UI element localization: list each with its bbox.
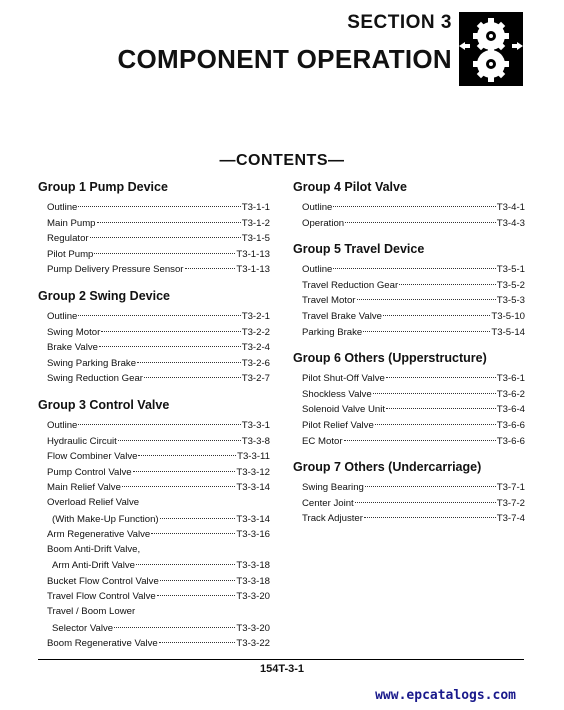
- toc-entry[interactable]: [293, 510, 525, 526]
- dot-leader: [365, 476, 496, 487]
- dot-leader: [363, 321, 490, 332]
- dot-leader: [137, 352, 241, 363]
- toc-entry-label: Center Joint: [302, 497, 354, 509]
- group-title: Group 2 Swing Device: [38, 288, 170, 303]
- dot-leader: [364, 507, 496, 518]
- dot-leader: [151, 523, 235, 534]
- page-title: COMPONENT OPERATION: [117, 44, 452, 74]
- dot-leader: [386, 398, 496, 409]
- toc-entry-label: Operation: [302, 217, 345, 229]
- toc-entry-page: T3-6-1: [496, 373, 525, 385]
- toc-entry-label: Boom Regenerative Valve: [47, 638, 158, 650]
- toc-entry-label: Swing Motor: [47, 326, 101, 338]
- toc-entry[interactable]: [38, 635, 270, 651]
- toc-entry-page: T3-3-20: [236, 591, 270, 603]
- toc-entry-label: Pilot Shut-Off Valve: [302, 373, 385, 385]
- toc-entry-label: Swing Reduction Gear: [47, 373, 143, 385]
- watermark: www.epcatalogs.com: [375, 688, 516, 703]
- toc-entry-label: Pilot Relief Valve: [302, 419, 374, 431]
- toc-entry-label: Outline: [302, 264, 333, 276]
- toc-entry-label: EC Motor: [302, 435, 343, 447]
- dot-leader: [375, 414, 496, 425]
- dot-leader: [78, 196, 240, 207]
- group-title: Group 7 Others (Undercarriage): [293, 460, 482, 475]
- toc-entry-page: T3-3-16: [236, 529, 270, 541]
- toc-entry[interactable]: [38, 526, 270, 542]
- toc-entry-label: Parking Brake: [302, 326, 363, 338]
- toc-group: [293, 349, 525, 448]
- toc-group: [38, 396, 270, 651]
- footer-divider: [38, 659, 524, 660]
- dot-leader: [114, 617, 235, 628]
- toc-entry[interactable]: [293, 433, 525, 449]
- contents-heading: —CONTENTS—: [219, 152, 345, 169]
- dot-leader: [386, 367, 496, 378]
- dot-leader: [133, 461, 236, 472]
- toc-entry-page: T3-5-1: [496, 264, 525, 276]
- toc-entry-page: T3-6-6: [496, 419, 525, 431]
- toc-entry-page: T3-2-4: [241, 342, 270, 354]
- dot-leader: [90, 227, 241, 238]
- toc-entry-page: T3-5-10: [491, 310, 525, 322]
- toc-entry-page: T3-6-2: [496, 388, 525, 400]
- toc-entry-page: T3-6-4: [496, 404, 525, 416]
- toc-entry-page: T3-2-1: [241, 310, 270, 322]
- section-label: SECTION 3: [347, 12, 452, 33]
- toc-entry-label: Travel / Boom Lower: [47, 606, 136, 618]
- toc-entry-label: Travel Brake Valve: [302, 310, 382, 322]
- toc-entry-label: Outline: [302, 202, 333, 213]
- dot-leader: [185, 258, 236, 269]
- group-title: Group 5 Travel Device: [293, 242, 425, 257]
- toc-entry-page: T3-3-14: [236, 482, 270, 494]
- toc-entry-page: T3-1-2: [241, 217, 270, 229]
- dot-leader: [333, 196, 495, 207]
- dot-leader: [99, 336, 241, 347]
- toc-entry-label: Pump Delivery Pressure Sensor: [47, 264, 184, 276]
- toc-entry-page: T3-6-6: [496, 435, 525, 447]
- dot-leader: [333, 258, 495, 269]
- toc-entry[interactable]: [38, 479, 270, 495]
- toc-entry-page: T3-3-22: [236, 638, 270, 650]
- toc-entry-page: T3-2-7: [241, 373, 270, 385]
- toc-entry-label: Travel Flow Control Valve: [47, 591, 156, 603]
- dot-leader: [160, 508, 236, 519]
- toc-group: [293, 178, 525, 230]
- toc-group: [38, 178, 270, 277]
- dot-leader: [357, 289, 496, 300]
- toc-entry-page: T3-3-18: [236, 575, 270, 587]
- toc-entry-page: T3-1-1: [241, 202, 270, 213]
- dot-leader: [159, 632, 236, 643]
- toc-entry-page: T3-3-18: [236, 560, 270, 572]
- dot-leader: [138, 445, 236, 456]
- toc-group: [38, 287, 270, 386]
- toc-entry-label: Boom Anti-Drift Valve,: [47, 543, 141, 555]
- page-number: 154T-3-1: [259, 663, 305, 675]
- toc-entry-label: Outline: [47, 419, 78, 431]
- toc-entry-page: T3-3-11: [237, 451, 270, 463]
- toc-entry-label: Shockless Valve: [302, 388, 372, 400]
- toc-entry[interactable]: [293, 215, 525, 231]
- toc-entry-label: Pilot Pump: [47, 248, 94, 260]
- dot-leader: [136, 554, 235, 565]
- dot-leader: [101, 321, 240, 332]
- toc-group: [293, 240, 525, 339]
- toc-entry-page: T3-5-3: [496, 295, 525, 307]
- toc-entry[interactable]: [38, 370, 270, 386]
- toc-entry-page: T3-1-5: [241, 233, 270, 245]
- toc-entry-page: T3-1-13: [236, 264, 270, 276]
- dot-leader: [144, 367, 241, 378]
- toc-entry-label: Arm Regenerative Valve: [47, 529, 151, 541]
- toc-entry-page: T3-3-12: [236, 466, 270, 478]
- dot-leader: [373, 383, 496, 394]
- dot-leader: [383, 305, 490, 316]
- toc-entry-label: Outline: [47, 310, 78, 322]
- toc-entry-page: T3-2-6: [241, 357, 270, 369]
- group-title: Group 1 Pump Device: [38, 180, 168, 194]
- dot-leader: [118, 430, 241, 441]
- toc-entry-label: Flow Combiner Valve: [47, 451, 138, 463]
- toc-entry-page: T3-7-2: [496, 497, 525, 509]
- dot-leader: [78, 414, 240, 425]
- toc-entry-label: Bucket Flow Control Valve: [47, 575, 159, 587]
- dot-leader: [78, 305, 240, 316]
- toc-entry-page: T3-3-8: [241, 435, 270, 447]
- toc-entry-label: Brake Valve: [47, 342, 99, 354]
- toc-entry[interactable]: [38, 261, 270, 277]
- toc-entry-label: Travel Motor: [302, 295, 356, 307]
- contents-column-right: [293, 178, 525, 536]
- dot-leader: [355, 492, 496, 503]
- dot-leader: [122, 476, 235, 487]
- gear-pump-icon: [459, 12, 523, 86]
- dot-leader: [344, 430, 496, 441]
- toc-entry-label: Swing Bearing: [302, 482, 364, 494]
- toc-entry-page: T3-4-3: [496, 217, 525, 229]
- toc-entry-label: Arm Anti-Drift Valve: [52, 560, 135, 572]
- toc-group: [293, 458, 525, 526]
- toc-entry-label: Regulator: [47, 233, 89, 245]
- toc-entry-label: (With Make-Up Function): [52, 513, 159, 525]
- dot-leader: [157, 585, 236, 596]
- toc-entry-page: T3-3-1: [241, 419, 270, 431]
- toc-entry-page: T3-1-13: [236, 248, 270, 260]
- toc-entry[interactable]: [293, 324, 525, 340]
- toc-entry-page: T3-7-1: [496, 482, 525, 494]
- toc-entry-page: T3-4-1: [496, 202, 525, 213]
- dot-leader: [97, 212, 241, 223]
- toc-entry-label: Overload Relief Valve: [47, 496, 140, 508]
- group-title: Group 4 Pilot Valve: [293, 180, 407, 194]
- toc-entry-label: Main Relief Valve: [47, 482, 121, 494]
- toc-entry-label: Solenoid Valve Unit: [302, 404, 386, 416]
- toc-entry-label: Selector Valve: [52, 622, 114, 634]
- contents-column-left: [38, 178, 270, 661]
- toc-entry-label: Pump Control Valve: [47, 466, 132, 478]
- group-title: Group 3 Control Valve: [38, 397, 170, 412]
- dot-leader: [160, 570, 236, 581]
- dot-leader: [345, 212, 496, 223]
- toc-entry-label: Travel Reduction Gear: [302, 279, 399, 291]
- toc-entry-label: Swing Parking Brake: [47, 357, 137, 369]
- toc-entry-page: T3-5-14: [491, 326, 525, 338]
- toc-entry-label: Main Pump: [47, 217, 96, 229]
- toc-entry-page: T3-2-2: [241, 326, 270, 338]
- toc-entry-page: T3-3-14: [236, 513, 270, 525]
- toc-entry-page: T3-3-20: [236, 622, 270, 634]
- toc-entry-page: T3-7-4: [496, 513, 525, 525]
- toc-entry-label: Track Adjuster: [302, 513, 363, 525]
- toc-entry-page: T3-5-2: [496, 279, 525, 291]
- toc-entry-label: Outline: [47, 202, 78, 213]
- dot-leader: [94, 243, 235, 254]
- toc-entry-label: Hydraulic Circuit: [47, 435, 117, 447]
- toc-entry[interactable]: [38, 588, 270, 604]
- dot-leader: [399, 274, 496, 285]
- group-title: Group 6 Others (Upperstructure): [293, 351, 487, 366]
